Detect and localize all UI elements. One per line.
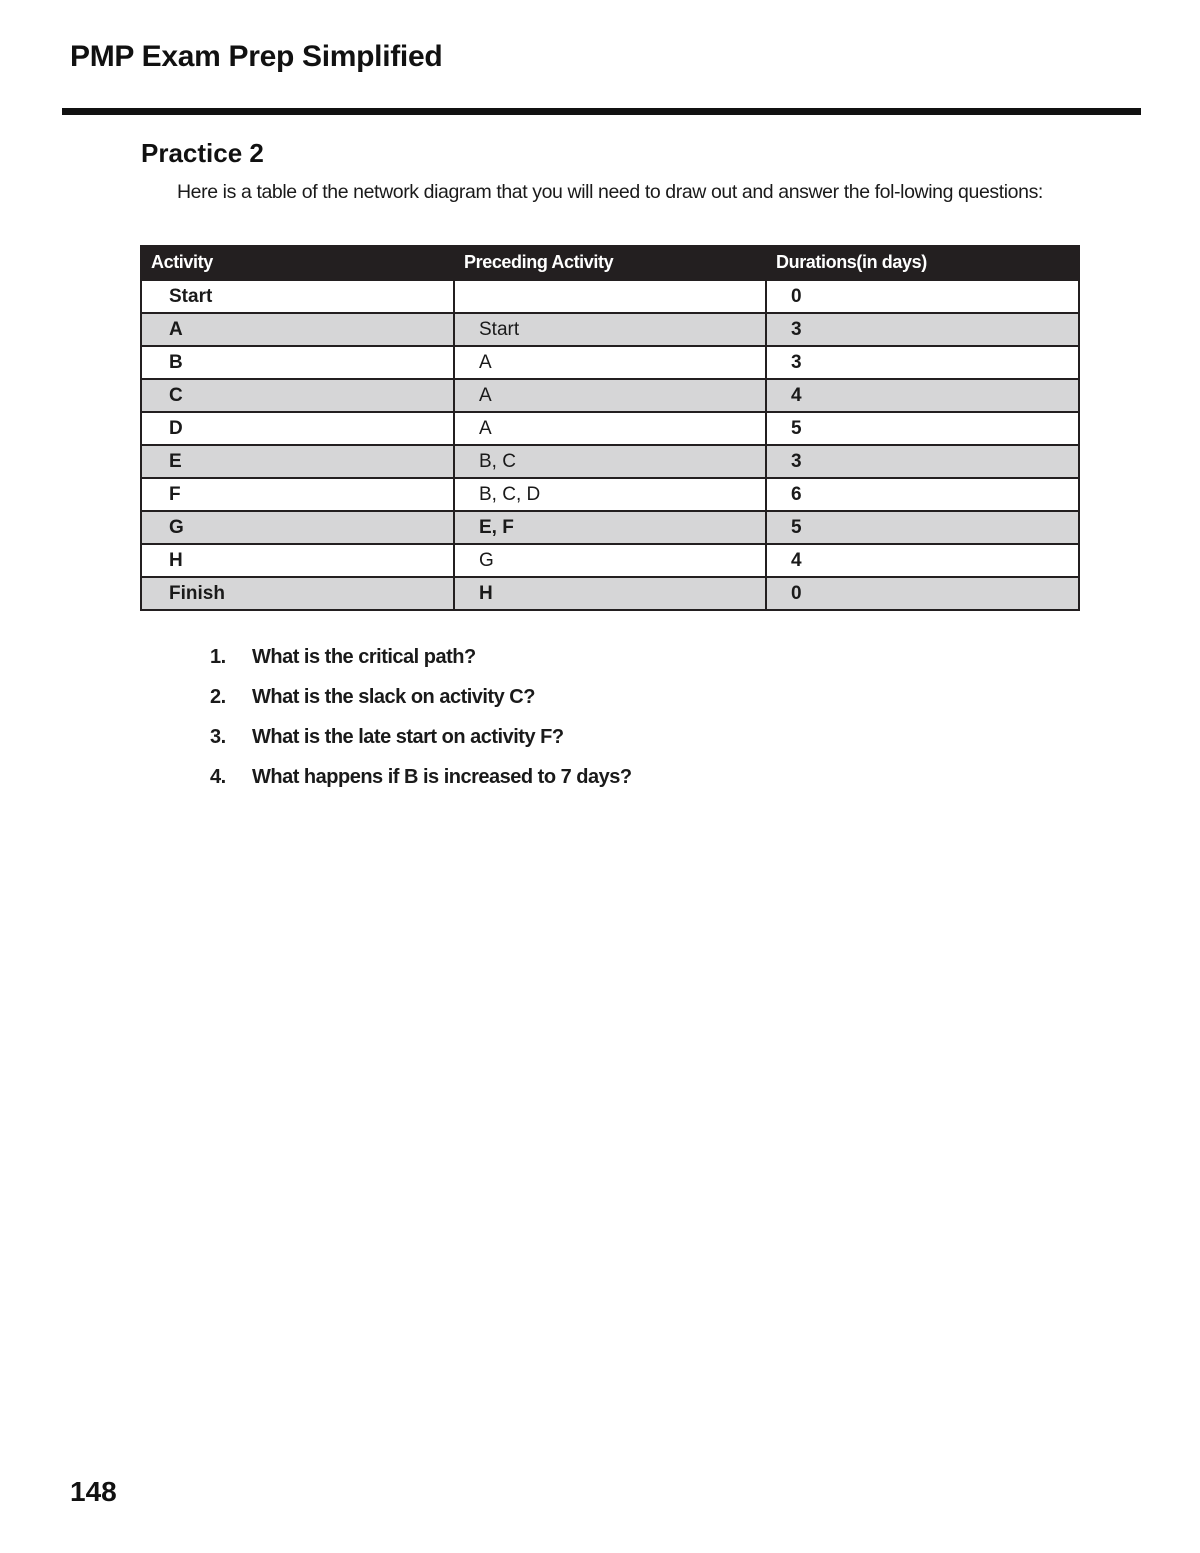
column-header-activity: Activity (141, 245, 454, 280)
table-row (141, 379, 1079, 412)
question-item (210, 762, 632, 802)
table-row (141, 478, 1079, 511)
question-item (210, 682, 632, 722)
activity-cell: E (141, 445, 454, 478)
activity-cell: C (141, 379, 454, 412)
table-header-row (141, 245, 1079, 280)
preceding-cell (454, 280, 766, 313)
question-number: 3. (210, 726, 226, 748)
duration-cell: 3 (766, 346, 1079, 379)
duration-cell: 5 (766, 412, 1079, 445)
table-row (141, 412, 1079, 445)
duration-cell: 4 (766, 379, 1079, 412)
preceding-cell: Start (454, 313, 766, 346)
intro-paragraph: Here is a table of the network diagram that you will need to draw out and answer the fol-lowing questions: (177, 181, 1043, 203)
activity-cell: H (141, 544, 454, 577)
table-row (141, 544, 1079, 577)
question-text: What happens if B is increased to 7 days? (252, 766, 632, 788)
table-row (141, 346, 1079, 379)
activity-cell: F (141, 478, 454, 511)
duration-cell: 6 (766, 478, 1079, 511)
question-item (210, 722, 632, 762)
activity-cell: Finish (141, 577, 454, 610)
table-row (141, 280, 1079, 313)
duration-cell: 5 (766, 511, 1079, 544)
preceding-cell: A (454, 346, 766, 379)
question-number: 4. (210, 766, 226, 788)
preceding-cell: B, C (454, 445, 766, 478)
activity-cell: D (141, 412, 454, 445)
activity-cell: G (141, 511, 454, 544)
activity-cell: B (141, 346, 454, 379)
column-header-preceding: Preceding Activity (454, 245, 766, 280)
table-row (141, 577, 1079, 610)
page-number: 148 (70, 1476, 117, 1507)
section-title: Practice 2 (141, 138, 264, 168)
duration-cell: 0 (766, 280, 1079, 313)
duration-cell: 3 (766, 313, 1079, 346)
preceding-cell: G (454, 544, 766, 577)
table-row (141, 511, 1079, 544)
preceding-cell: B, C, D (454, 478, 766, 511)
question-text: What is the slack on activity C? (252, 686, 535, 708)
activity-table (140, 245, 1080, 611)
table-row (141, 445, 1079, 478)
activity-cell: Start (141, 280, 454, 313)
question-list (210, 642, 632, 802)
duration-cell: 0 (766, 577, 1079, 610)
activity-cell: A (141, 313, 454, 346)
header-rule (62, 108, 1141, 115)
preceding-cell: H (454, 577, 766, 610)
duration-cell: 4 (766, 544, 1079, 577)
preceding-cell: A (454, 412, 766, 445)
question-text: What is the critical path? (252, 646, 476, 668)
preceding-cell: E, F (454, 511, 766, 544)
question-number: 2. (210, 686, 226, 708)
table-row (141, 313, 1079, 346)
question-number: 1. (210, 646, 226, 668)
duration-cell: 3 (766, 445, 1079, 478)
question-item (210, 642, 632, 682)
running-head-title: PMP Exam Prep Simplified (70, 40, 443, 73)
question-text: What is the late start on activity F? (252, 726, 564, 748)
preceding-cell: A (454, 379, 766, 412)
column-header-duration: Durations(in days) (766, 245, 1079, 280)
